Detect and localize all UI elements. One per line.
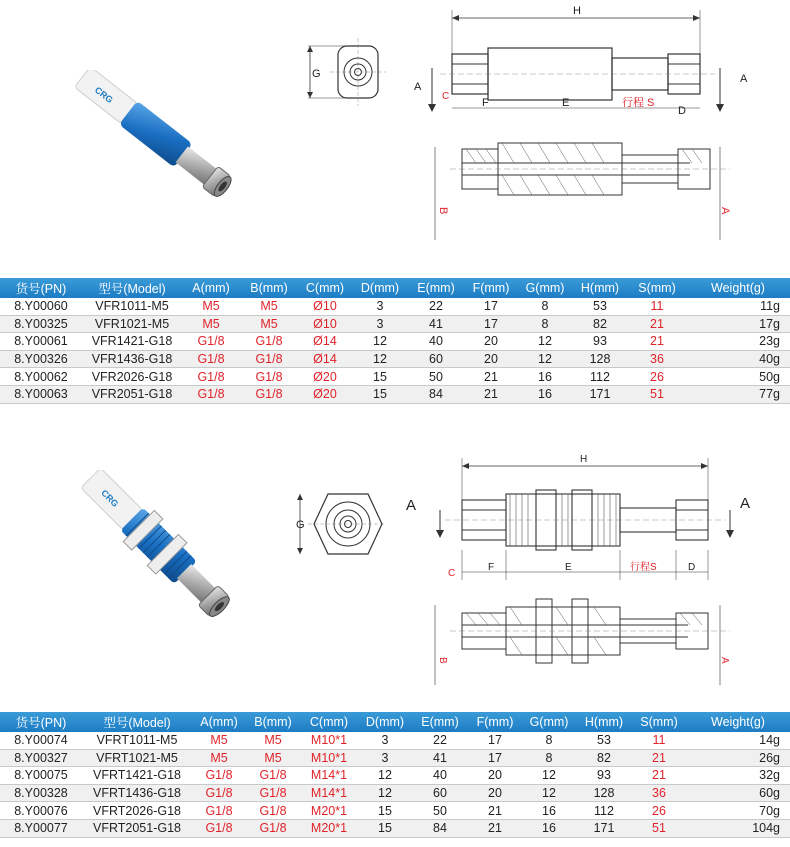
table-header-row xyxy=(0,712,790,732)
dim-label-d: D xyxy=(678,105,686,117)
table-cell: 70g xyxy=(686,802,790,820)
dim-label-f-2: F xyxy=(488,562,495,573)
table-cell: VFR1021-M5 xyxy=(82,315,182,333)
table-row xyxy=(0,333,790,351)
table-cell: M14*1 xyxy=(300,784,358,802)
table-cell: VFRT1011-M5 xyxy=(82,732,192,749)
table-cell: G1/8 xyxy=(192,819,246,837)
dim-label-h-2: H xyxy=(580,454,588,465)
table-cell: Ø10 xyxy=(298,298,352,315)
table-cell: Ø14 xyxy=(298,333,352,351)
table-cell: M10*1 xyxy=(300,749,358,767)
column-header: 型号(Model) xyxy=(82,278,182,298)
table-cell: 17 xyxy=(464,298,518,315)
table-cell: Ø10 xyxy=(298,315,352,333)
table-cell: 8.Y00060 xyxy=(0,298,82,315)
table-row xyxy=(0,298,790,315)
table-cell: 16 xyxy=(522,802,576,820)
table-cell: 8.Y00327 xyxy=(0,749,82,767)
photo-brand-text-2: CRG xyxy=(99,487,121,509)
table-cell: 15 xyxy=(352,385,408,403)
dim-label-c-2: C xyxy=(448,568,456,579)
product-photo-vfrt xyxy=(70,470,250,630)
table-cell: Ø14 xyxy=(298,350,352,368)
product-section-vfr xyxy=(0,0,790,400)
table-cell: 77g xyxy=(686,385,790,403)
table-cell: M20*1 xyxy=(300,819,358,837)
table-row xyxy=(0,749,790,767)
table-row xyxy=(0,767,790,785)
table-cell: 51 xyxy=(628,385,686,403)
table-cell: 53 xyxy=(572,298,628,315)
dim-label-g-2: G xyxy=(296,519,305,531)
table-row xyxy=(0,315,790,333)
table-cell: G1/8 xyxy=(192,784,246,802)
section-mark-a-right: A xyxy=(740,73,748,85)
table-cell: M5 xyxy=(240,315,298,333)
table-cell: 8.Y00077 xyxy=(0,819,82,837)
table-cell: 16 xyxy=(518,368,572,386)
table-cell: 82 xyxy=(572,315,628,333)
product-section-vfrt xyxy=(0,440,790,847)
table-cell: 12 xyxy=(358,784,412,802)
table-cell: 8.Y00063 xyxy=(0,385,82,403)
column-header: C(mm) xyxy=(300,712,358,732)
table-cell: 26 xyxy=(628,368,686,386)
table-cell: VFR2026-G18 xyxy=(82,368,182,386)
table-cell: 21 xyxy=(468,819,522,837)
table-cell: 8 xyxy=(518,315,572,333)
table-cell: M10*1 xyxy=(300,732,358,749)
table-cell: 17 xyxy=(468,749,522,767)
section-view-drawing-2 xyxy=(430,595,750,690)
table-cell: G1/8 xyxy=(182,350,240,368)
table-cell: 23g xyxy=(686,333,790,351)
table-cell: VFR1421-G18 xyxy=(82,333,182,351)
table-cell: M5 xyxy=(240,298,298,315)
table-cell: M5 xyxy=(192,732,246,749)
table-cell: G1/8 xyxy=(246,802,300,820)
table-cell: 8 xyxy=(522,749,576,767)
table-cell: 3 xyxy=(352,298,408,315)
table-cell: 84 xyxy=(412,819,468,837)
table-cell: G1/8 xyxy=(240,333,298,351)
table-cell: 16 xyxy=(522,819,576,837)
column-header: D(mm) xyxy=(358,712,412,732)
column-header: S(mm) xyxy=(632,712,686,732)
table-cell: 22 xyxy=(408,298,464,315)
section-mark-a-right-2: A xyxy=(740,495,751,512)
dim-label-f: F xyxy=(482,97,489,109)
table-cell: VFRT1436-G18 xyxy=(82,784,192,802)
spec-table-vfr xyxy=(0,278,790,404)
column-header: D(mm) xyxy=(352,278,408,298)
table-cell: M20*1 xyxy=(300,802,358,820)
table-cell: VFR1011-M5 xyxy=(82,298,182,315)
table-cell: 21 xyxy=(632,767,686,785)
table-cell: M5 xyxy=(182,298,240,315)
table-cell: 12 xyxy=(358,767,412,785)
table-cell: M5 xyxy=(182,315,240,333)
table-cell: 32g xyxy=(686,767,790,785)
table-cell: M5 xyxy=(246,732,300,749)
table-cell: 8.Y00074 xyxy=(0,732,82,749)
table-cell: 21 xyxy=(464,385,518,403)
table-cell: 15 xyxy=(352,368,408,386)
table-cell: 26g xyxy=(686,749,790,767)
dim-label-stroke-2: 行程S xyxy=(630,562,657,573)
dim-label-d-2: D xyxy=(688,562,696,573)
section-mark-a-2: A xyxy=(719,657,730,664)
column-header: 货号(PN) xyxy=(0,712,82,732)
table-row xyxy=(0,732,790,749)
table-cell: 171 xyxy=(572,385,628,403)
table-cell: M5 xyxy=(192,749,246,767)
column-header: Weight(g) xyxy=(686,712,790,732)
table-cell: 8.Y00326 xyxy=(0,350,82,368)
table-cell: 40 xyxy=(408,333,464,351)
section-mark-a-left: A xyxy=(414,81,422,93)
table-cell: 26 xyxy=(632,802,686,820)
table-row xyxy=(0,350,790,368)
table-cell: G1/8 xyxy=(192,802,246,820)
table-cell: G1/8 xyxy=(240,385,298,403)
table-cell: 11g xyxy=(686,298,790,315)
table-cell: 8.Y00325 xyxy=(0,315,82,333)
table-cell: 16 xyxy=(518,385,572,403)
table-cell: 93 xyxy=(572,333,628,351)
column-header: G(mm) xyxy=(522,712,576,732)
section-mark-a: A xyxy=(719,207,731,215)
table-cell: 112 xyxy=(572,368,628,386)
table-cell: G1/8 xyxy=(246,819,300,837)
table-cell: 50g xyxy=(686,368,790,386)
table-cell: 20 xyxy=(468,784,522,802)
table-cell: 17 xyxy=(468,732,522,749)
section-view-drawing-1 xyxy=(430,135,750,245)
table-cell: 50 xyxy=(408,368,464,386)
table-cell: 40 xyxy=(412,767,468,785)
table-cell: VFRT2026-G18 xyxy=(82,802,192,820)
table-cell: G1/8 xyxy=(246,767,300,785)
table-cell: 128 xyxy=(576,784,632,802)
table-cell: 21 xyxy=(632,749,686,767)
table-cell: 17 xyxy=(464,315,518,333)
table-cell: 12 xyxy=(522,784,576,802)
table-cell: 12 xyxy=(352,350,408,368)
table-cell: 11 xyxy=(632,732,686,749)
table-cell: 21 xyxy=(464,368,518,386)
table-cell: 8 xyxy=(518,298,572,315)
spec-table-vfrt xyxy=(0,712,790,838)
column-header: H(mm) xyxy=(576,712,632,732)
table-cell: 12 xyxy=(518,350,572,368)
table-cell: 8.Y00076 xyxy=(0,802,82,820)
table-cell: 41 xyxy=(408,315,464,333)
table-cell: 20 xyxy=(468,767,522,785)
table-cell: 128 xyxy=(572,350,628,368)
table-cell: VFRT2051-G18 xyxy=(82,819,192,837)
table-cell: 3 xyxy=(352,315,408,333)
table-cell: 36 xyxy=(628,350,686,368)
table-cell: 50 xyxy=(412,802,468,820)
table-cell: 20 xyxy=(464,350,518,368)
table-cell: 36 xyxy=(632,784,686,802)
column-header: C(mm) xyxy=(298,278,352,298)
table-cell: 8.Y00061 xyxy=(0,333,82,351)
column-header: 货号(PN) xyxy=(0,278,82,298)
table-cell: G1/8 xyxy=(192,767,246,785)
column-header: B(mm) xyxy=(246,712,300,732)
column-header: E(mm) xyxy=(412,712,468,732)
table-cell: 112 xyxy=(576,802,632,820)
table-cell: G1/8 xyxy=(240,350,298,368)
table-cell: 60g xyxy=(686,784,790,802)
table-cell: VFR2051-G18 xyxy=(82,385,182,403)
table-cell: 22 xyxy=(412,732,468,749)
table-cell: 8.Y00062 xyxy=(0,368,82,386)
table-cell: 60 xyxy=(412,784,468,802)
table-cell: 40g xyxy=(686,350,790,368)
table-cell: 12 xyxy=(518,333,572,351)
table-cell: G1/8 xyxy=(182,385,240,403)
table-cell: VFRT1421-G18 xyxy=(82,767,192,785)
table-cell: 8.Y00328 xyxy=(0,784,82,802)
table-cell: G1/8 xyxy=(182,333,240,351)
table-cell: 51 xyxy=(632,819,686,837)
dim-label-e: E xyxy=(562,97,570,109)
table-row xyxy=(0,784,790,802)
table-cell: 3 xyxy=(358,749,412,767)
table-cell: 53 xyxy=(576,732,632,749)
table-cell: 93 xyxy=(576,767,632,785)
table-cell: G1/8 xyxy=(240,368,298,386)
dim-label-c: C xyxy=(442,91,450,102)
table-header-row xyxy=(0,278,790,298)
table-cell: M14*1 xyxy=(300,767,358,785)
table-cell: 104g xyxy=(686,819,790,837)
column-header: S(mm) xyxy=(628,278,686,298)
table-cell: Ø20 xyxy=(298,368,352,386)
column-header: 型号(Model) xyxy=(82,712,192,732)
table-cell: 3 xyxy=(358,732,412,749)
photo-brand-text: CRG xyxy=(92,84,115,105)
table-cell: 12 xyxy=(522,767,576,785)
table-cell: 84 xyxy=(408,385,464,403)
table-cell: 20 xyxy=(464,333,518,351)
table-cell: 60 xyxy=(408,350,464,368)
table-cell: 12 xyxy=(352,333,408,351)
table-cell: 15 xyxy=(358,819,412,837)
table-cell: 15 xyxy=(358,802,412,820)
table-cell: 21 xyxy=(468,802,522,820)
section-mark-b-2: B xyxy=(437,657,448,664)
product-photo-vfr xyxy=(70,70,250,210)
section-mark-b: B xyxy=(437,207,449,215)
table-cell: 21 xyxy=(628,333,686,351)
table-cell: 17g xyxy=(686,315,790,333)
column-header: G(mm) xyxy=(518,278,572,298)
table-cell: 82 xyxy=(576,749,632,767)
table-cell: VFRT1021-M5 xyxy=(82,749,192,767)
column-header: E(mm) xyxy=(408,278,464,298)
dim-label-g: G xyxy=(312,68,321,80)
column-header: A(mm) xyxy=(192,712,246,732)
table-cell: 8.Y00075 xyxy=(0,767,82,785)
column-header: F(mm) xyxy=(464,278,518,298)
table-cell: G1/8 xyxy=(182,368,240,386)
table-cell: VFR1436-G18 xyxy=(82,350,182,368)
table-cell: 14g xyxy=(686,732,790,749)
table-row xyxy=(0,368,790,386)
table-row xyxy=(0,385,790,403)
section-mark-a-left-2: A xyxy=(406,497,417,514)
table-cell: 41 xyxy=(412,749,468,767)
end-view-drawing-2 xyxy=(290,482,385,572)
column-header: A(mm) xyxy=(182,278,240,298)
column-header: B(mm) xyxy=(240,278,298,298)
column-header: F(mm) xyxy=(468,712,522,732)
column-header: Weight(g) xyxy=(686,278,790,298)
side-view-drawing-1 xyxy=(410,0,760,130)
table-cell: 21 xyxy=(628,315,686,333)
table-cell: G1/8 xyxy=(246,784,300,802)
dim-label-stroke: 行程 S xyxy=(622,97,655,109)
table-cell: 11 xyxy=(628,298,686,315)
table-cell: 8 xyxy=(522,732,576,749)
end-view-drawing-1 xyxy=(300,30,390,110)
table-cell: Ø20 xyxy=(298,385,352,403)
column-header: H(mm) xyxy=(572,278,628,298)
table-row xyxy=(0,819,790,837)
table-row xyxy=(0,802,790,820)
dim-label-e-2: E xyxy=(565,562,572,573)
table-cell: 171 xyxy=(576,819,632,837)
dim-label-h: H xyxy=(573,5,581,17)
table-cell: M5 xyxy=(246,749,300,767)
side-view-drawing-2 xyxy=(400,450,770,585)
